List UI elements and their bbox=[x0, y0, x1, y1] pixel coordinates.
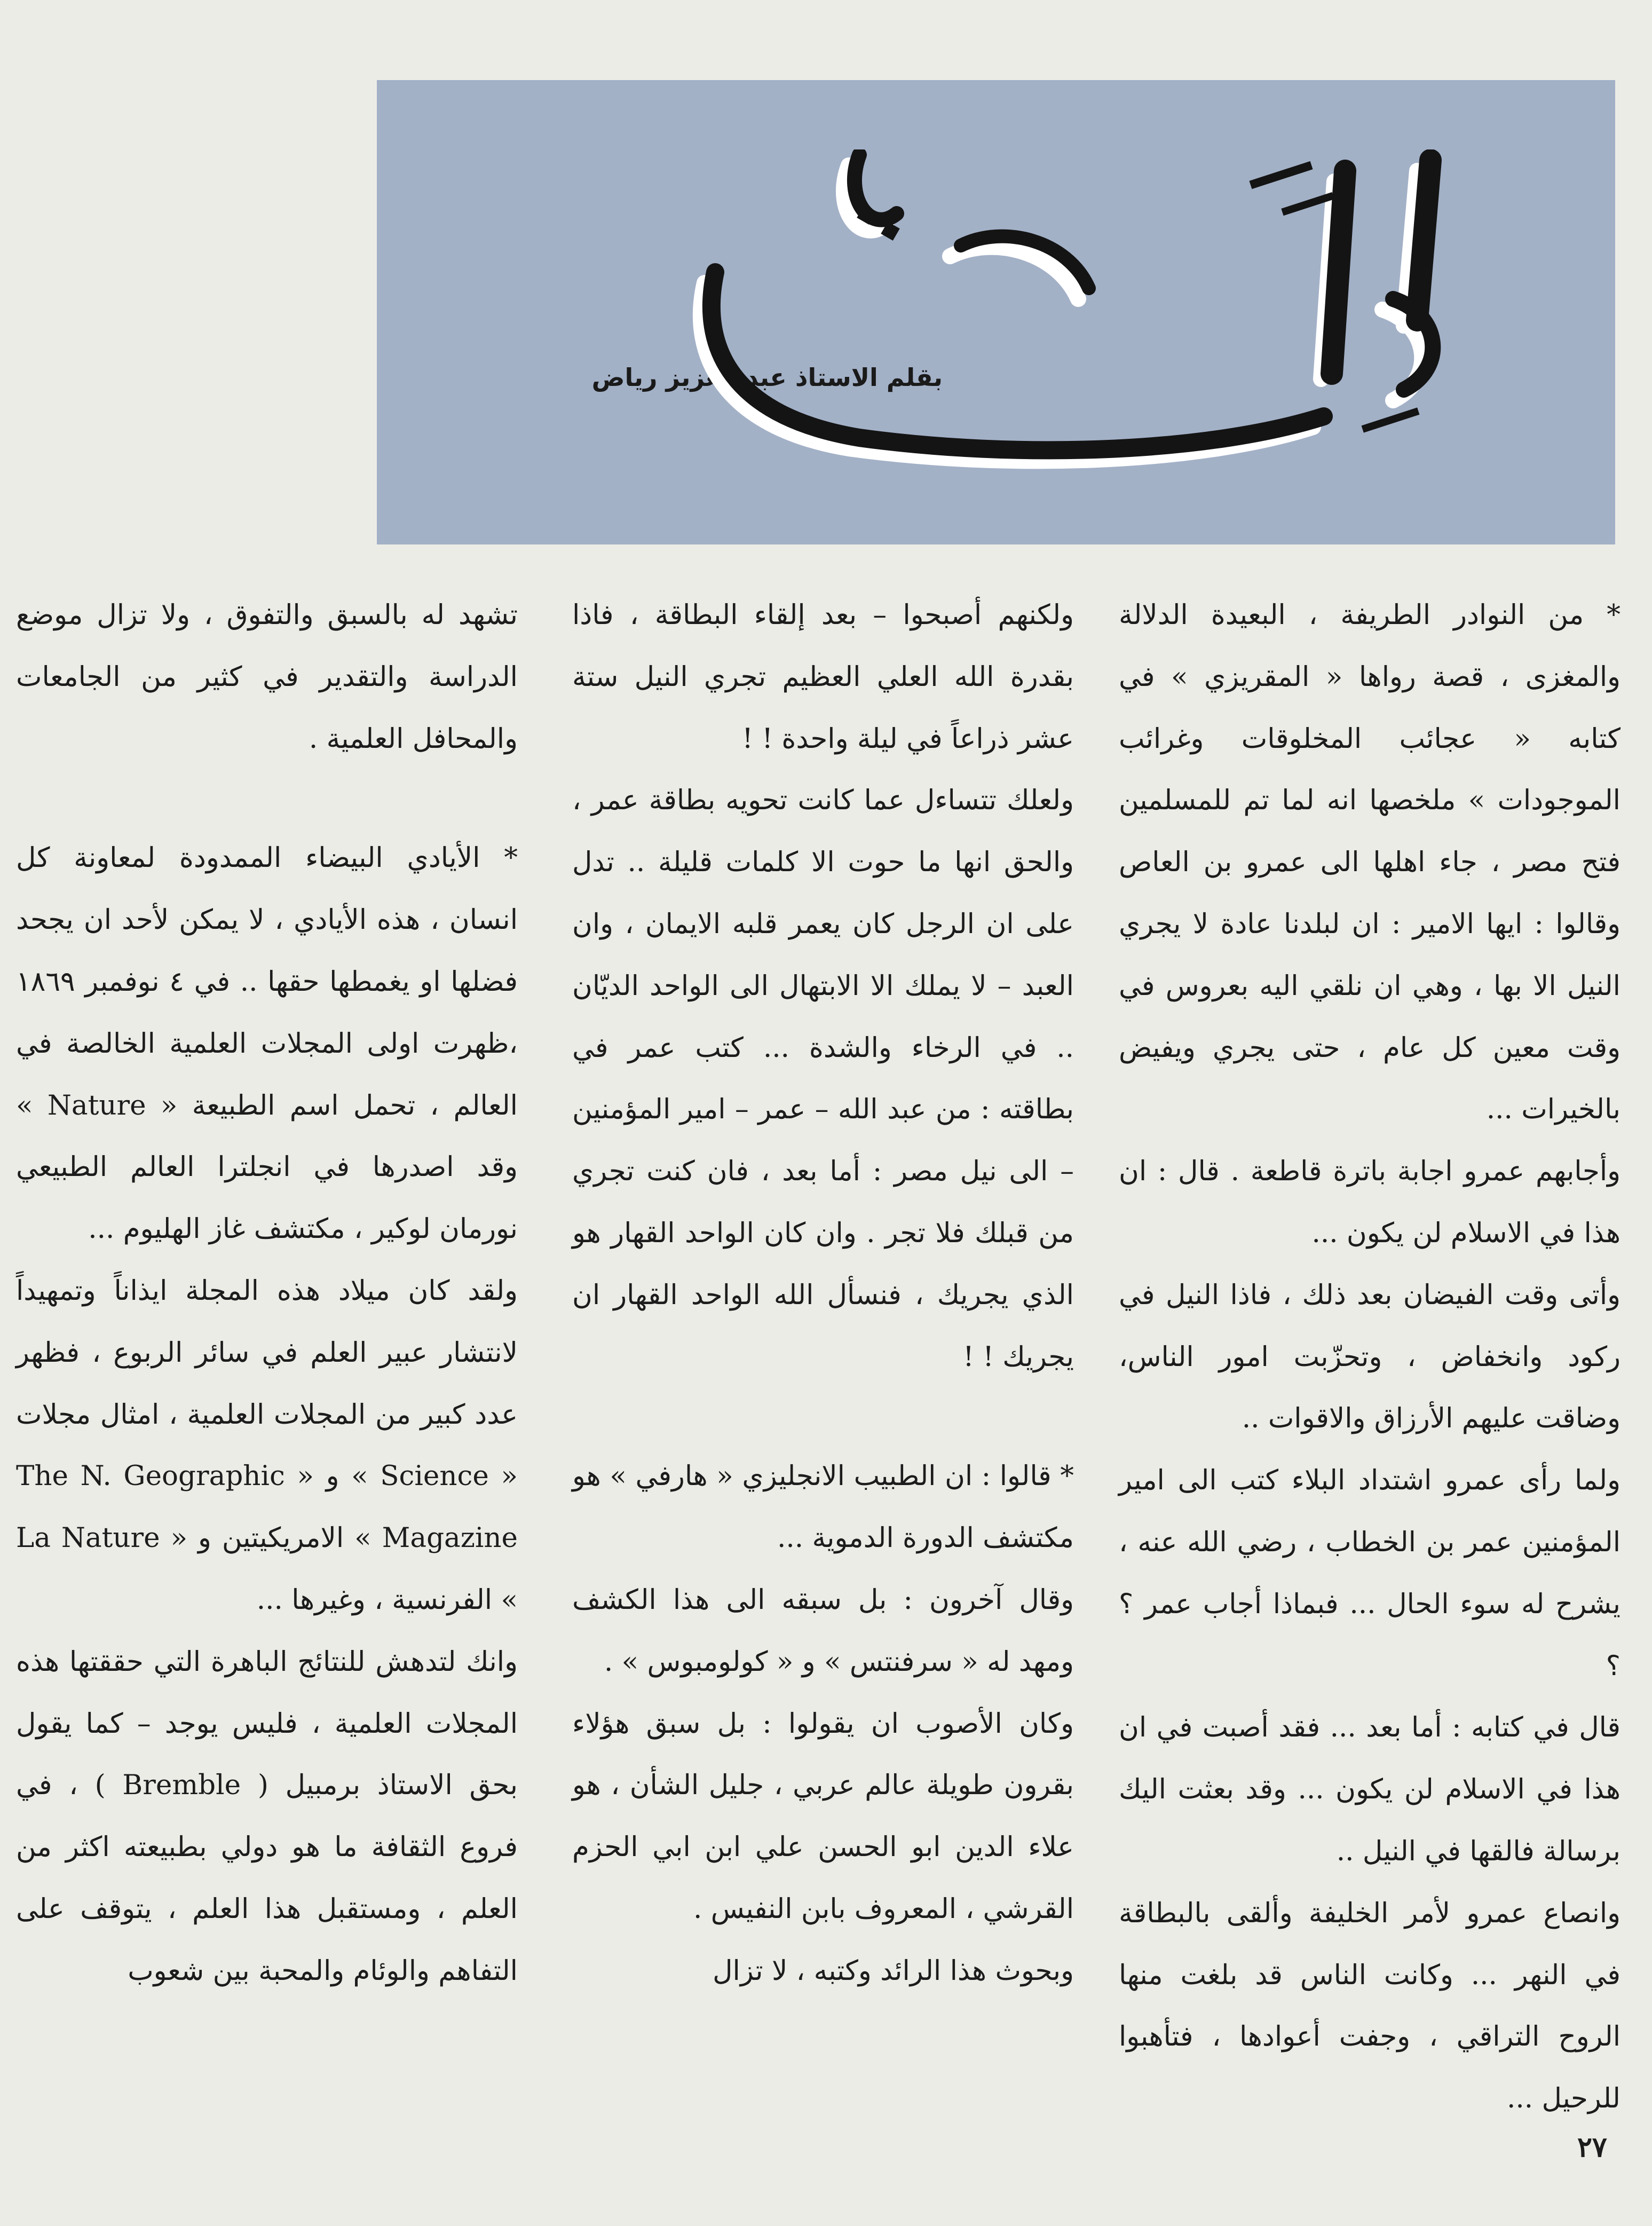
section-divider bbox=[16, 770, 518, 827]
page-number: ٢٧ bbox=[1577, 2131, 1607, 2164]
author-byline: بقلم الاستاذ عبد العزيز رياض bbox=[591, 363, 943, 392]
text-column-right bbox=[1119, 585, 1621, 2130]
paragraph: ولما رأى عمرو اشتداد البلاء كتب الى امير المؤمنين عمر بن الخطاب ، رضي الله عنه ، يشرح له سوء الحال ... فبماذا أجاب عمر ؟ ؟ bbox=[1119, 1464, 1621, 1682]
paragraph: ولقد كان ميلاد هذه المجلة ايذاناً وتمهيداً لانتشار عبير العلم في سائر الربوع ، فظهر عدد كبير من المجلات العلمية ، امثال مجلات « Science » و « The N. Geographic Magazine » الامريكيتين و « La Nature » الفرنسية ، وغيرها ... bbox=[16, 1274, 518, 1616]
paragraph: وقال آخرون : بل سبقه الى هذا الكشف ومهد له « سرفنتس » و « كولومبوس » . bbox=[572, 1583, 1074, 1678]
paragraph: وكان الأصوب ان يقولوا : بل سبق هؤلاء بقرون طويلة عالم عربي ، جليل الشأن ، هو علاء الدين ابو الحسن علي ابن ابي الحزم القرشي ، المعروف بابن النفيس . bbox=[572, 1707, 1074, 1925]
paragraph: وانصاع عمرو لأمر الخليفة وألقى بالبطاقة في النهر ... وكانت الناس قد بلغت منها الروح التراقي ، وجفت أعوادها ، فتأهبوا للرحيل ... bbox=[1119, 1897, 1621, 2115]
paragraph: وأجابهم عمرو اجابة باترة قاطعة . قال : ان هذا في الاسلام لن يكون ... bbox=[1119, 1155, 1621, 1249]
calligraphy-title bbox=[673, 149, 1505, 480]
paragraph: * من النوادر الطريفة ، البعيدة الدلالة والمغزى ، قصة رواها « المقريزي » في كتابه « عجائب المخلوقات وغرائب الموجودات » ملخصها انه لما تم للمسلمين فتح مصر ، جاء اهلها الى عمرو بن العاص وقالوا : ايها الامير : ان لبلدنا عادة لا يجري النيل الا بها ، وهي ان نلقي اليه بعروس في وقت معين كل عام ، حتى يجري ويفيض بالخيرات ... bbox=[1119, 599, 1621, 1126]
paragraph: وانك لتدهش للنتائج الباهرة التي حققتها هذه المجلات العلمية ، فليس يوجد – كما يقول بحق الاستاذ برمبيل ( Bremble ) ، في فروع الثقافة ما هو دولي بطبيعته اكثر من العلم ، ومستقبل هذا العلم ، يتوقف على التفاهم والوئام والمحبة بين شعوب bbox=[16, 1645, 518, 1987]
paragraph: ولعلك تتساءل عما كانت تحويه بطاقة عمر ، والحق انها ما حوت الا كلمات قليلة .. تدل على ان الرجل كان يعمر قلبه الايمان ، وان العبد – لا يملك الا الابتهال الى الواحد الديّان .. في الرخاء والشدة ... كتب عمر في بطاقته : من عبد الله – عمر – امير المؤمنين – الى نيل مصر : أما بعد ، فان كنت تجري من قبلك فلا تجر . وان كان الواحد القهار هو الذي يجريك ، فنسأل الله الواحد القهار ان يجريك ! ! bbox=[572, 784, 1074, 1373]
text-column-middle bbox=[572, 585, 1074, 2002]
paragraph: وأتى وقت الفيضان بعد ذلك ، فاذا النيل في ركود وانخفاض ، وتحزّبت امور الناس، وضاقت عليهم الأرزاق والاقوات .. bbox=[1119, 1278, 1621, 1435]
paragraph: ولكنهم أصبحوا – بعد إلقاء البطاقة ، فاذا بقدرة الله العلي العظيم تجري النيل ستة عشر ذراعاً في ليلة واحدة ! ! bbox=[572, 599, 1074, 755]
text-column-left bbox=[16, 585, 518, 2002]
paragraph: وبحوث هذا الرائد وكتبه ، لا تزال bbox=[713, 1954, 1074, 1987]
section-divider bbox=[572, 1388, 1074, 1446]
paragraph: * قالوا : ان الطبيب الانجليزي « هارفي » هو مكتشف الدورة الدموية ... bbox=[572, 1460, 1074, 1554]
paragraph: قال في كتابه : أما بعد ... فقد أصبت في ان هذا في الاسلام لن يكون ... وقد بعثت اليك برسالة فالقها في النيل .. bbox=[1119, 1711, 1621, 1867]
paragraph: * الأيادي البيضاء الممدودة لمعاونة كل انسان ، هذه الأيادي ، لا يمكن لأحد ان يجحد فضلها او يغمطها حقها .. في ٤ نوفمبر ١٨٦٩ ،ظهرت اولى المجلات العلمية الخالصة في العالم ، تحمل اسم الطبيعة « Nature » وقد اصدرها في انجلترا العالم الطبيعي نورمان لوكير ، مكتشف غاز الهليوم ... bbox=[16, 842, 518, 1245]
paragraph: تشهد له بالسبق والتفوق ، ولا تزال موضع الدراسة والتقدير في كثير من الجامعات والمحافل العلمية . bbox=[16, 599, 518, 755]
